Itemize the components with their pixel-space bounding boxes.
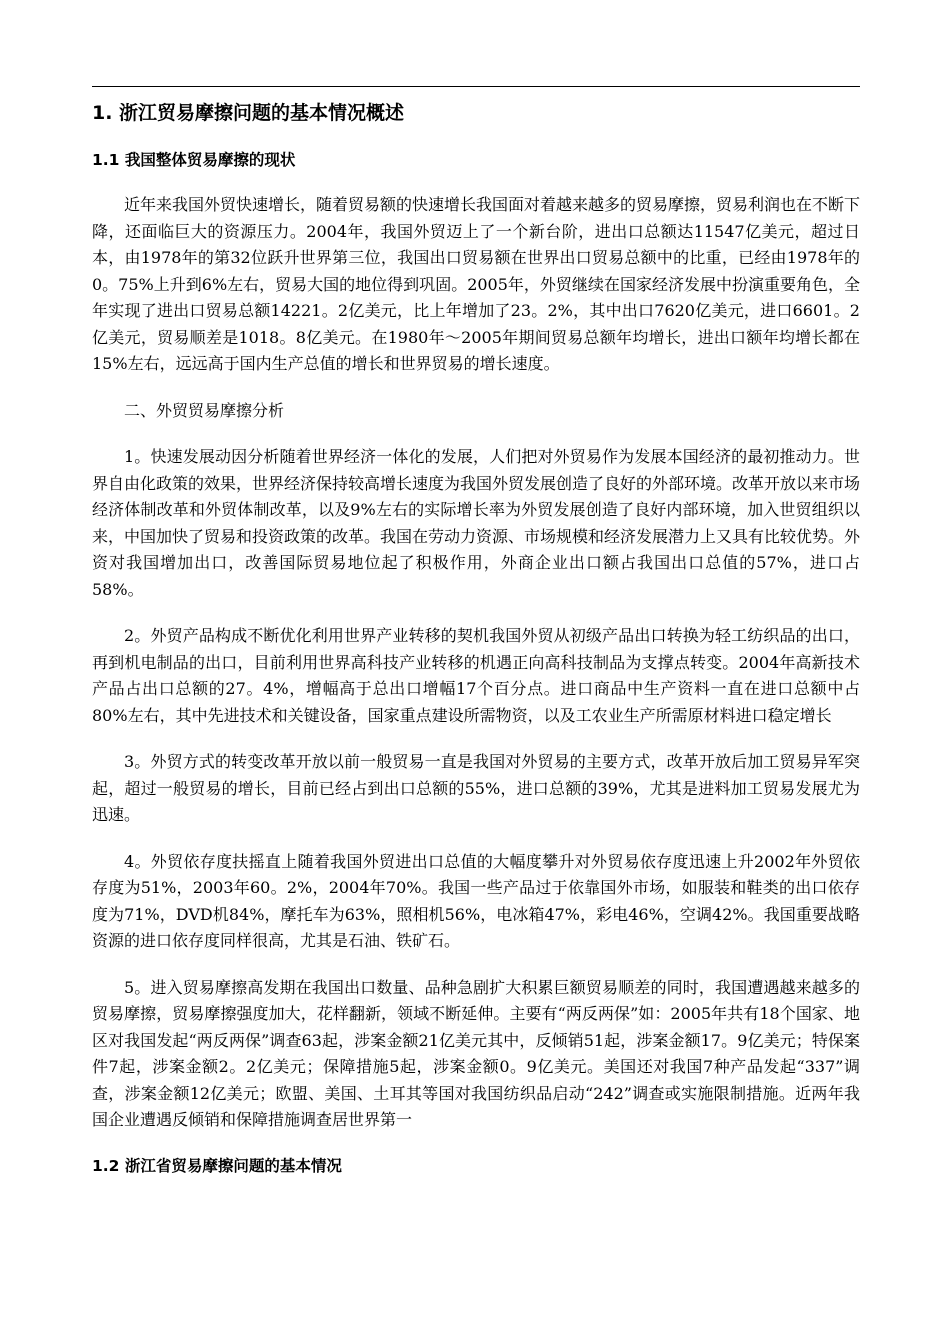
paragraph-analysis-heading: 二、外贸贸易摩擦分析 — [124, 400, 285, 420]
subsection-heading-1-2: 1.2 浙江省贸易摩擦问题的基本情况 — [92, 1156, 342, 1175]
paragraph-trade-overview: 近年来我国外贸快速增长，随着贸易额的快速增长我国面对着越来越多的贸易摩擦，贸易利润也在不断下降，还面临巨大的资源压力。2004年，我国外贸迈上了一个新台阶，进出口总额达11547亿美元，超过日本，由1978年的第32位跃升世界第三位，我国出口贸易额在世界出口贸易总额中的比重，已经由1978年的0。75%上升到6%左右，贸易大国的地位得到巩固。2005年，外贸继续在国家经济发展中扮演重要角色，全年实现了进出口贸易总额14221。2亿美元，比上年增加了23。2%，其中出口7620亿美元，进口6601。2亿美元，贸易顺差是1018。8亿美元。在1980年～2005年期间贸易总额年均增长，进出口额年均增长都在15%左右，远远高于国内生产总值的增长和世界贸易的增长速度。 — [92, 195, 861, 373]
document-body — [92, 98, 860, 1198]
paragraph-point-1: 1。快速发展动因分析随着世界经济一体化的发展，人们把对外贸易作为发展本国经济的最初推动力。世界自由化政策的效果，世界经济保持较高增长速度为我国外贸发展创造了良好的外部环境。改革开放以来市场经济体制改革和外贸体制改革，以及9%左右的实际增长率为外贸发展创造了良好内部环境，加入世贸组织以来，中国加快了贸易和投资政策的改革。我国在劳动力资源、市场规模和经济发展潜力上又具有比较优势。外资对我国增加出口，改善国际贸易地位起了积极作用，外商企业出口额占我国出口总值的57%，进口占58%。 — [92, 447, 861, 599]
subsection-heading-1-1: 1.1 我国整体贸易摩擦的现状 — [92, 151, 296, 169]
paragraph-point-4: 4。外贸依存度扶摇直上随着我国外贸进出口总值的大幅度攀升对外贸易依存度迅速上升2002年外贸依存度为51%，2003年60。2%，2004年70%。我国一些产品过于依靠国外市场，如服装和鞋类的出口依存度为71%，DVD机84%，摩托车为63%，照相机56%，电冰箱47%，彩电46%，空调42%。我国重要战略资源的进口依存度同样很高，尤其是石油、铁矿石。 — [92, 851, 860, 950]
section-heading-1: 1. 浙江贸易摩擦问题的基本情况概述 — [92, 102, 405, 124]
header-rule — [92, 86, 860, 87]
paragraph-point-5: 5。进入贸易摩擦高发期在我国出口数量、品种急剧扩大积累巨额贸易顺差的同时，我国遭遇越来越多的贸易摩擦，贸易摩擦强度加大，花样翻新，领域不断延伸。主要有“两反两保”如：2005年共有18个国家、地区对我国发起“两反两保”调查63起，涉案金额21亿美元其中，反倾销51起，涉案金额17。9亿美元；特保案件7起，涉案金额2。2亿美元；保障措施5起，涉案金额0。9亿美元。美国还对我国7种产品发起“337”调查，涉案金额12亿美元；欧盟、美国、土耳其等国对我国纺织品启动“242”调查或实施限制措施。近两年我国企业遭遇反倾销和保障措施调查居世界第一 — [92, 977, 860, 1129]
paragraph-point-3: 3。外贸方式的转变改革开放以前一般贸易一直是我国对外贸易的主要方式，改革开放后加工贸易异军突起，超过一般贸易的增长，目前已经占到出口总额的55%，进口总额的39%，尤其是进料加工贸易发展尤为迅速。 — [92, 752, 860, 824]
paragraph-point-2: 2。外贸产品构成不断优化利用世界产业转移的契机我国外贸从初级产品出口转换为轻工纺织品的出口，再到机电制品的出口，目前利用世界高科技产业转移的机遇正向高科技制品为支撑点转变。2004年高新技术产品占出口总额的27。4%，增幅高于总出口增幅17个百分点。进口商品中生产资料一直在进口总额中占80%左右，其中先进技术和关键设备，国家重点建设所需物资，以及工农业生产所需原材料进口稳定增长 — [92, 626, 860, 725]
